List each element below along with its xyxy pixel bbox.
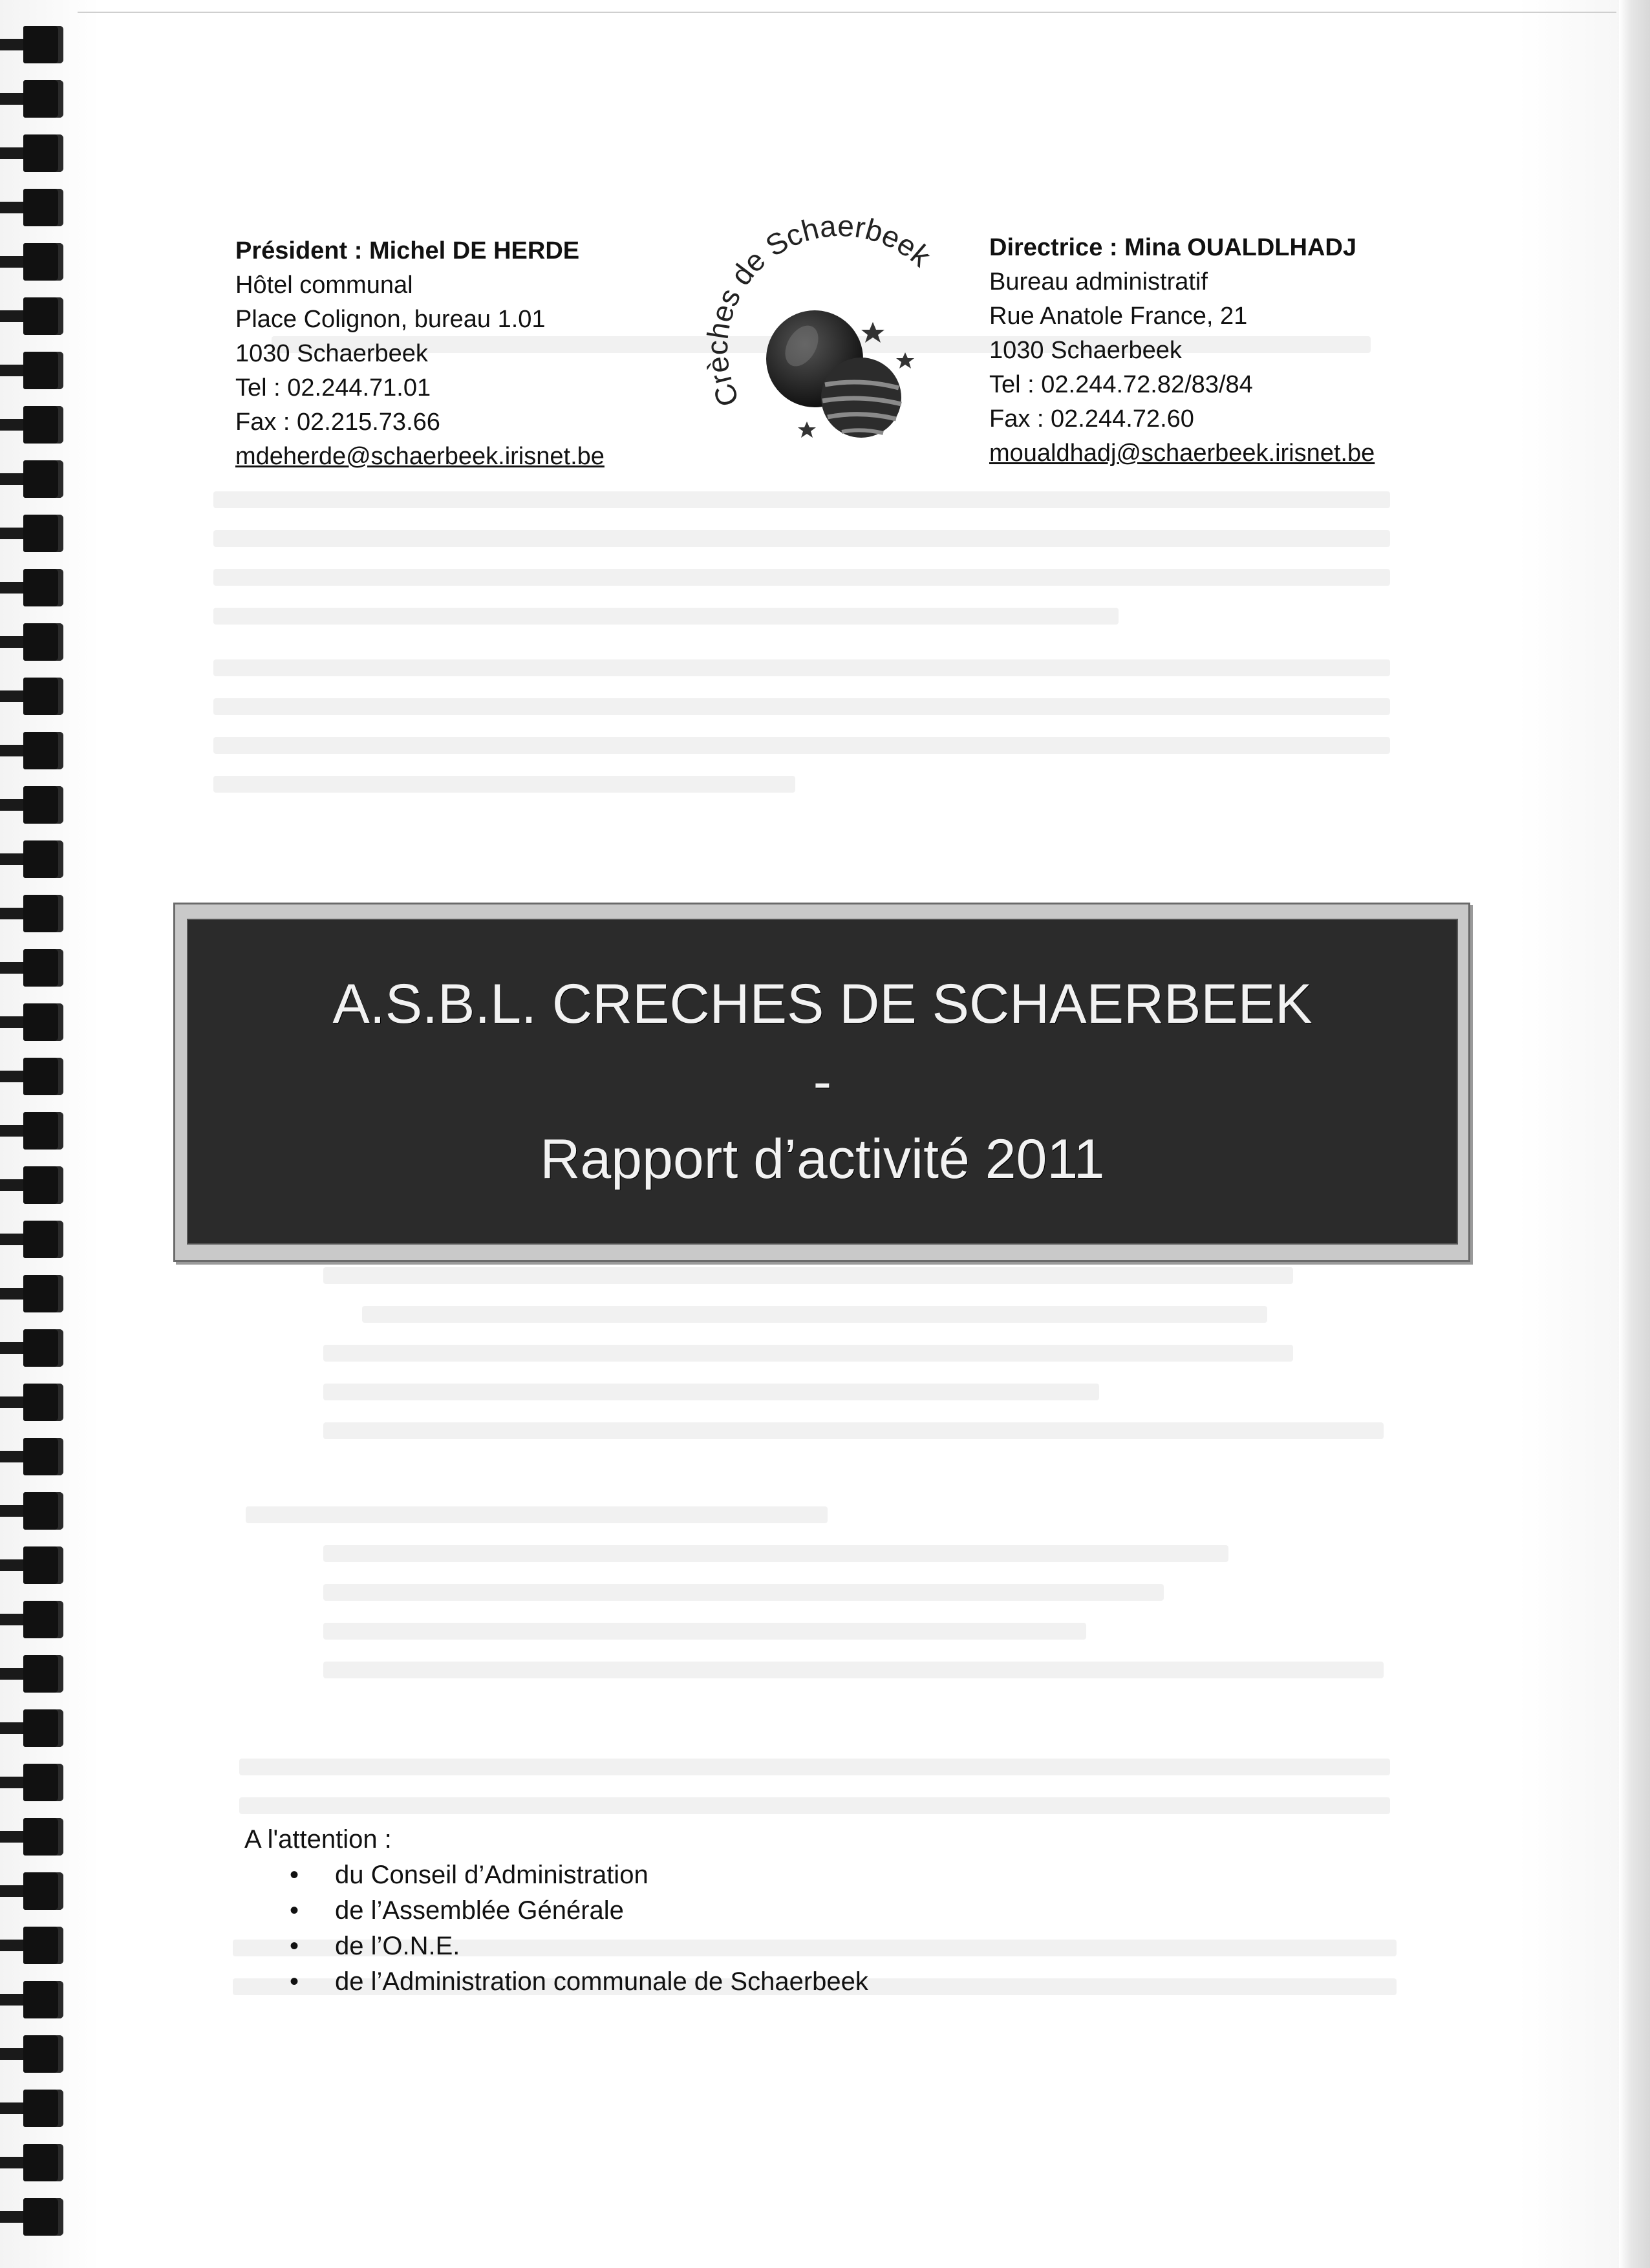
bleed-through-text [323, 1384, 1099, 1400]
binding-ring [23, 189, 63, 226]
president-heading: Président : Michel DE HERDE [235, 237, 580, 264]
directrice-line: Fax : 02.244.72.60 [989, 405, 1194, 433]
binding-ring [23, 1818, 63, 1856]
bleed-through-text [362, 1306, 1267, 1323]
binding-ring [23, 1601, 63, 1638]
title-box [173, 903, 1470, 1262]
binding-ring [23, 406, 63, 444]
binding-ring [23, 1112, 63, 1150]
bleed-through-text [323, 1267, 1293, 1284]
binding-ring [23, 460, 63, 498]
directrice-line: 1030 Schaerbeek [989, 337, 1182, 364]
page-edge-shadow [1619, 0, 1650, 2268]
title-panel [187, 919, 1458, 1245]
bleed-through-text [213, 659, 1390, 676]
star-icon [861, 322, 884, 343]
bleed-through-text [213, 491, 1390, 508]
binding-ring [23, 1709, 63, 1747]
president-line: Tel : 02.244.71.01 [235, 374, 431, 401]
binding-ring [23, 2035, 63, 2073]
bleed-through-text [323, 1422, 1384, 1439]
attention-list [244, 1857, 868, 2000]
binding-ring [23, 134, 63, 172]
binding-ring [23, 1492, 63, 1530]
president-line: Hôtel communal [235, 272, 413, 299]
binding-ring [23, 1275, 63, 1312]
binding-ring [23, 840, 63, 878]
binding-ring [23, 1981, 63, 2018]
directrice-contact [989, 231, 1375, 471]
binding-ring [23, 352, 63, 389]
directrice-heading: Directrice : Mina OUALDLHADJ [989, 234, 1356, 261]
binding-ring [23, 1003, 63, 1041]
bleed-through-text [213, 569, 1390, 586]
bleed-through-text [246, 1506, 828, 1523]
binding-ring [23, 515, 63, 552]
title-line-organisation: A.S.B.L. CRECHES DE SCHAERBEEK [332, 973, 1312, 1035]
list-item: • de l’O.N.E. [290, 1929, 868, 1964]
binding-ring [23, 2144, 63, 2181]
binding-ring [23, 1764, 63, 1801]
president-line: Fax : 02.215.73.66 [235, 409, 440, 436]
binding-ring [23, 1384, 63, 1421]
spiral-binding [0, 0, 71, 2268]
attention-heading: A l'attention : [244, 1825, 392, 1854]
binding-ring [23, 243, 63, 281]
directrice-line: Rue Anatole France, 21 [989, 303, 1248, 330]
binding-ring [23, 1655, 63, 1693]
president-line: Place Colignon, bureau 1.01 [235, 306, 546, 333]
star-icon [896, 352, 914, 369]
bleed-through-text [213, 608, 1119, 625]
president-contact [235, 234, 605, 474]
directrice-line: Tel : 02.244.72.82/83/84 [989, 371, 1253, 398]
bleed-through-text [239, 1759, 1390, 1775]
binding-ring [23, 949, 63, 987]
binding-ring [23, 1221, 63, 1258]
binding-ring [23, 2198, 63, 2236]
binding-ring [23, 297, 63, 335]
binding-ring [23, 732, 63, 769]
directrice-line: Bureau administratif [989, 268, 1208, 295]
binding-ring [23, 623, 63, 661]
list-item: • du Conseil d’Administration [290, 1857, 868, 1893]
attention-section [244, 1822, 868, 2000]
directrice-email-link[interactable]: moualdhadj@schaerbeek.irisnet.be [989, 440, 1375, 467]
list-item: • de l’Administration communale de Schaerbeek [290, 1964, 868, 2000]
binding-ring [23, 80, 63, 118]
binding-ring [23, 1166, 63, 1204]
binding-ring [23, 1438, 63, 1475]
binding-ring [23, 1546, 63, 1584]
logo-text: Crèches de Schaerbeek [700, 213, 938, 412]
binding-ring [23, 569, 63, 606]
bleed-through-text [323, 1662, 1384, 1678]
star-icon [798, 422, 816, 438]
bleed-through-text [323, 1545, 1228, 1562]
bleed-through-text [323, 1623, 1086, 1640]
bleed-through-text [213, 530, 1390, 547]
planets-logo-icon [698, 213, 957, 459]
bleed-through-text [213, 698, 1390, 715]
bleed-through-text [323, 1345, 1293, 1362]
page-top-edge [78, 12, 1616, 13]
binding-ring [23, 1927, 63, 1964]
title-line-report: Rapport d’activité 2011 [540, 1128, 1105, 1190]
bleed-through-text [213, 776, 795, 793]
bleed-through-text [239, 1797, 1390, 1814]
title-separator: - [813, 1051, 832, 1113]
binding-ring [23, 786, 63, 824]
bleed-through-text [323, 1584, 1164, 1601]
binding-ring [23, 1058, 63, 1095]
binding-ring [23, 1872, 63, 1910]
binding-ring [23, 895, 63, 932]
binding-ring [23, 26, 63, 63]
bleed-through-text [213, 737, 1390, 754]
president-email-link[interactable]: mdeherde@schaerbeek.irisnet.be [235, 443, 605, 470]
binding-ring [23, 1329, 63, 1367]
list-item: • de l’Assemblée Générale [290, 1893, 868, 1929]
binding-ring [23, 678, 63, 715]
president-line: 1030 Schaerbeek [235, 340, 428, 367]
binding-ring [23, 2090, 63, 2127]
